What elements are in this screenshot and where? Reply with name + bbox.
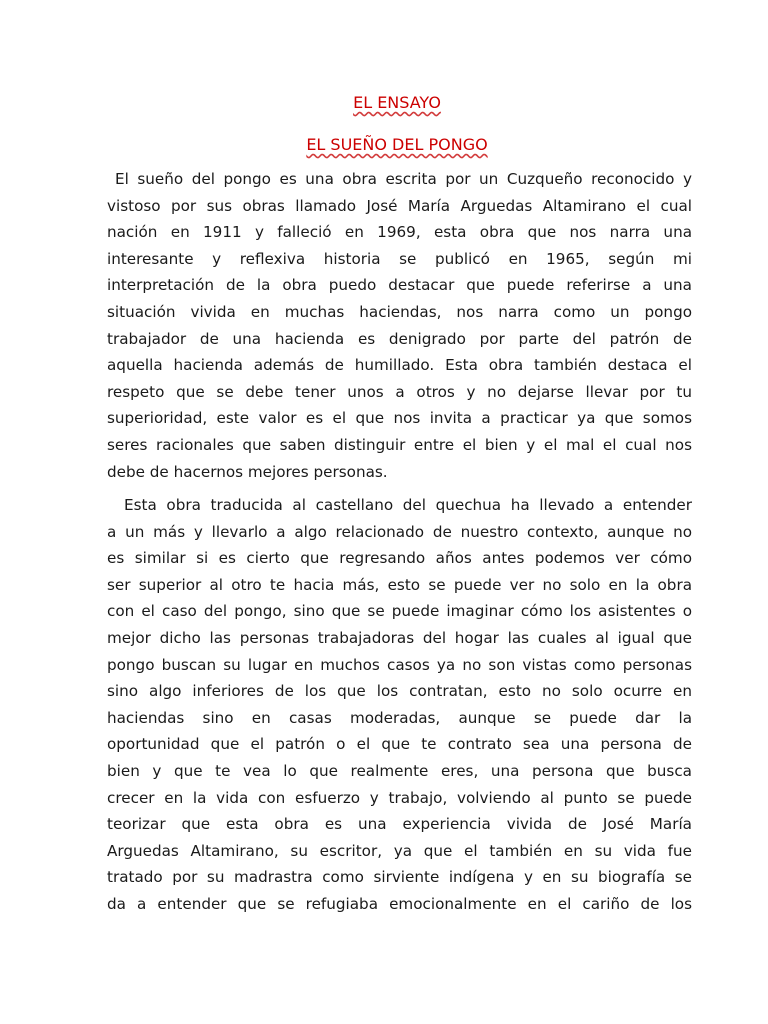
text-line: da a entender que se refugiaba emocionalmente en el cariño de los [107, 894, 692, 913]
text-line: Arguedas Altamirano, su escritor, ya que el también en su vida fue [107, 841, 692, 860]
paragraph-2 [107, 492, 692, 918]
text-line: nación en 1911 y falleció en 1969, esta obra que nos narra una [107, 223, 692, 242]
text-line: Esta obra traducida al castellano del quechua ha llevado a entender [124, 496, 692, 514]
text-line: ser superior al otro te hacia más, esto se puede ver no solo en la obra [107, 575, 692, 594]
text-line: El sueño del pongo es una obra escrita por un Cuzqueño reconocido y [115, 170, 692, 188]
text-line: sino algo inferiores de los que los contratan, esto no solo ocurre en [107, 682, 692, 701]
text-line: seres racionales que saben distinguir entre el bien y el mal el cual nos [107, 435, 692, 454]
text-line: bien y que te vea lo que realmente eres, una persona que busca [107, 761, 692, 780]
text-line: a un más y llevarlo a algo relacionado de nuestro contexto, aunque no [107, 522, 692, 541]
text-line: tratado por su madrastra como sirviente indígena y en su biografía se [107, 868, 692, 887]
text-line: es similar si es cierto que regresando años antes podemos ver cómo [107, 549, 692, 568]
document-title: EL ENSAYO [353, 93, 441, 112]
text-line: pongo buscan su lugar en muchos casos ya no son vistas como personas [107, 655, 692, 674]
text-line: interpretación de la obra puedo destacar que puede referirse a una [107, 276, 692, 295]
text-line: con el caso del pongo, sino que se puede imaginar cómo los asistentes o [107, 602, 692, 621]
text-line: mejor dicho las personas trabajadoras del hogar las cuales al igual que [107, 628, 692, 647]
document-subtitle: EL SUEÑO DEL PONGO [306, 135, 488, 154]
text-line: interesante y reflexiva historia se publicó en 1965, según mi [107, 249, 692, 268]
text-line: haciendas sino en casas moderadas, aunque se puede dar la [107, 708, 692, 727]
text-line: vistoso por sus obras llamado José María Arguedas Altamirano el cual [107, 196, 692, 215]
paragraph-1 [107, 166, 692, 485]
text-line: trabajador de una hacienda es denigrado por parte del patrón de [107, 329, 692, 348]
text-line: crecer en la vida con esfuerzo y trabajo, volviendo al punto se puede [107, 788, 692, 807]
text-line: debe de hacernos mejores personas. [107, 462, 388, 481]
text-line: aquella hacienda además de humillado. Esta obra también destaca el [107, 356, 692, 375]
text-line: situación vivida en muchas haciendas, nos narra como un pongo [107, 302, 692, 321]
text-line: teorizar que esta obra es una experiencia vivida de José María [107, 815, 692, 834]
text-line: oportunidad que el patrón o el que te contrato sea una persona de [107, 735, 692, 754]
text-line: superioridad, este valor es el que nos invita a practicar ya que somos [107, 409, 692, 428]
text-line: respeto que se debe tener unos a otros y no dejarse llevar por tu [107, 382, 692, 401]
